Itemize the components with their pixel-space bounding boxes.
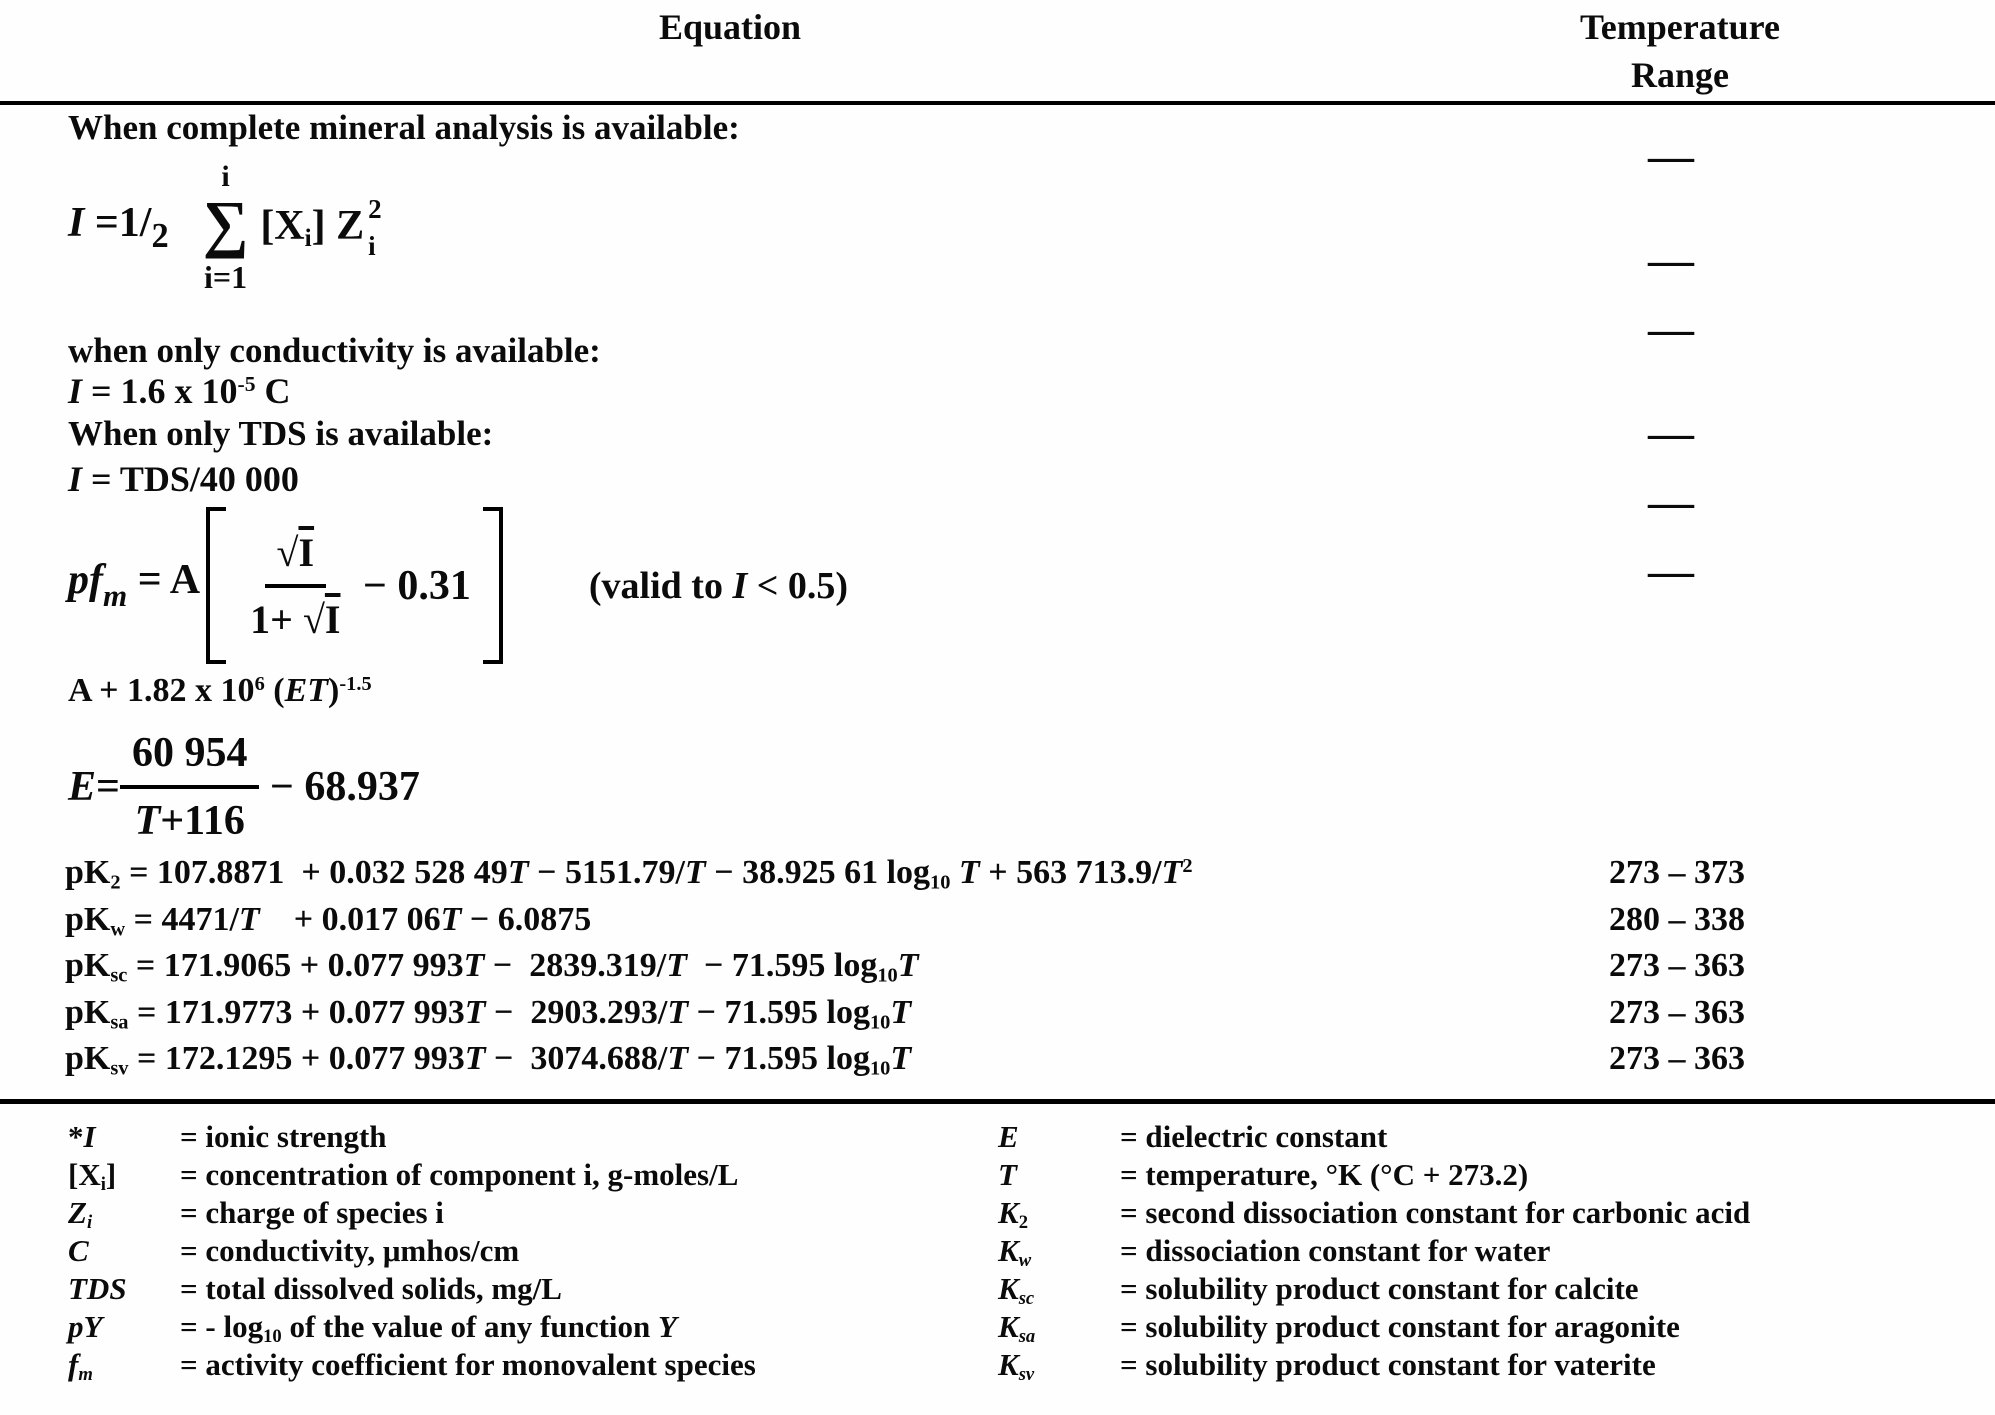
no-range-dash: — xyxy=(1648,476,1694,527)
z-subscript: i xyxy=(368,230,376,261)
equation-activity-coefficient xyxy=(68,503,848,668)
pfm-lead: $pf_m = A$ xyxy=(68,557,201,614)
pkw-equation-row: $pK_w = 4471/T$ + 0.017 06T − 6.0875 xyxy=(65,901,592,941)
footnote-row xyxy=(68,1196,948,1234)
z-exponent-stack xyxy=(368,193,382,261)
temperature-range-value: 273 – 363 xyxy=(1609,1040,1745,1077)
footnote-symbol: $K_2$ xyxy=(998,1195,1028,1234)
caption-tds: When only TDS is available: xyxy=(68,414,494,453)
footnote-symbol: E xyxy=(998,1119,1019,1154)
footnote-symbol: pY xyxy=(68,1309,103,1344)
header-divider-rule xyxy=(0,101,1995,105)
no-range-dash: — xyxy=(1648,130,1694,181)
footnote-symbol: $K_{sv}$ xyxy=(998,1347,1035,1386)
summation-upper-limit: i xyxy=(221,160,230,194)
validity-note: (valid to I < 0.5) xyxy=(588,564,849,607)
footnote-definition: = solubility product constant for vaterite xyxy=(1120,1347,1656,1382)
footnote-definition: = activity coefficient for monovalent species xyxy=(180,1347,756,1382)
fraction-denominator: 1+ √I xyxy=(250,596,341,642)
right-bracket xyxy=(483,507,503,664)
fraction-denominator: T+116 xyxy=(134,798,245,844)
equation-tds: I = TDS/40 000 xyxy=(68,459,299,499)
summation-symbol xyxy=(203,162,249,293)
temperature-range-value: 273 – 373 xyxy=(1609,854,1745,891)
pksv-equation-row: $pK_{sv} = 172.1295 + 0.077$ 993T − 3074.688/T − 71.595 $\log_{10}T$ xyxy=(65,1040,912,1080)
temperature-range-value: 273 – 363 xyxy=(1609,947,1745,984)
fraction-numerator: √I xyxy=(265,529,327,588)
ionic-sum-lead: $I =1/_2$ xyxy=(68,199,169,255)
footnote-row xyxy=(998,1234,1958,1272)
z-superscript: 2 xyxy=(368,193,382,224)
pksc-equation-row: $pK_{sc} = 171.9065 + 0.077$ 993T − 2839.319/T − 71.595 $\log_{10}T$ xyxy=(65,947,919,987)
footnote-definition: = total dissolved solids, mg/L xyxy=(180,1271,562,1306)
footnote-row xyxy=(998,1120,1958,1158)
footnote-definition: = solubility product constant for calcite xyxy=(1120,1271,1639,1306)
no-range-dash: — xyxy=(1648,407,1694,458)
footnote-symbol: $f_m$ xyxy=(68,1347,93,1386)
footnote-row xyxy=(998,1310,1958,1348)
temperature-column-header xyxy=(1515,4,1845,99)
temperature-header-line1: Temperature xyxy=(1580,7,1780,47)
footnote-row xyxy=(998,1196,1958,1234)
dielectric-tail: − 68.937 xyxy=(259,764,420,810)
footnotes-divider-rule xyxy=(0,1099,1995,1104)
no-range-dash: — xyxy=(1648,303,1694,354)
footnote-row xyxy=(998,1272,1958,1310)
summation-lower-limit: i=1 xyxy=(203,258,248,295)
footnote-definition: = ionic strength xyxy=(180,1119,387,1154)
footnote-symbol: $Z_i$ xyxy=(68,1195,93,1234)
footnotes-left-column xyxy=(68,1120,948,1386)
footnote-row xyxy=(68,1234,948,1272)
fraction-numerator: 60 954 xyxy=(120,729,260,789)
dielectric-fraction xyxy=(120,729,260,845)
equation-a-constant: A + 1.82 x $10^6$ (ET)$^{-1.5}$ xyxy=(68,672,372,709)
temperature-range-value: 273 – 363 xyxy=(1609,994,1745,1031)
footnote-symbol: $K_w$ xyxy=(998,1233,1032,1272)
footnote-symbol: $K_{sa}$ xyxy=(998,1309,1036,1348)
footnote-symbol: T xyxy=(998,1157,1017,1192)
footnote-row xyxy=(68,1310,948,1348)
pfm-constant-term: − 0.31 xyxy=(352,562,471,609)
no-range-dash: — xyxy=(1648,545,1694,596)
pksa-equation-row: $pK_{sa} = 171.9773 + 0.077$ 993T − 2903.293/T − 71.595 $\log_{10}T$ xyxy=(65,994,912,1034)
pk2-equation-row: $pK_2 = 107.8871 + 0.032$ 528 49T − 5151.79/T − 38.925 61 $\log_{10} T + 563$ $713.9/T^2$ xyxy=(65,854,1193,894)
footnote-symbol: $[X_i]$ xyxy=(68,1157,117,1196)
left-bracket xyxy=(206,507,226,664)
sigma-glyph: ∑ xyxy=(202,188,249,260)
caption-mineral-analysis: When complete mineral analysis is available: xyxy=(68,108,740,147)
footnote-row xyxy=(68,1272,948,1310)
temperature-header-line2: Range xyxy=(1631,54,1729,95)
footnote-definition: = second dissociation constant for carbonic acid xyxy=(1120,1195,1751,1230)
footnotes-right-column xyxy=(998,1120,1958,1386)
footnote-symbol: *I xyxy=(68,1119,96,1154)
equation-column-header: Equation xyxy=(658,7,802,47)
footnote-row xyxy=(998,1158,1958,1196)
footnote-definition: = solubility product constant for aragonite xyxy=(1120,1309,1680,1344)
equation-dielectric-constant xyxy=(68,722,420,852)
footnote-definition: = - $\log_{10}$ of the value of any function Y xyxy=(180,1309,677,1348)
equation-conductivity: I = 1.6 x $10^{-5}$ C xyxy=(68,371,291,411)
footnote-row xyxy=(68,1158,948,1196)
footnote-definition: = conductivity, μmhos/cm xyxy=(180,1233,520,1268)
footnote-definition: = concentration of component i, g-moles/L xyxy=(180,1157,739,1192)
dielectric-lead: E= xyxy=(68,764,120,810)
footnote-row xyxy=(998,1348,1958,1386)
footnote-row xyxy=(68,1348,948,1386)
footnote-row xyxy=(68,1120,948,1158)
footnote-symbol: TDS xyxy=(68,1271,127,1306)
temperature-range-value: 280 – 338 xyxy=(1609,901,1745,938)
footnote-definition: = dielectric constant xyxy=(1120,1119,1388,1154)
footnote-symbol: C xyxy=(68,1233,89,1268)
ionic-sum-term: $[X_i]$ Z xyxy=(260,202,365,253)
footnote-symbol: $K_{sc}$ xyxy=(998,1271,1035,1310)
footnote-definition: = charge of species i xyxy=(180,1195,444,1230)
footnote-definition: = dissociation constant for water xyxy=(1120,1233,1551,1268)
equation-ionic-strength-sum xyxy=(68,150,382,305)
caption-conductivity: when only conductivity is available: xyxy=(68,331,601,370)
no-range-dash: — xyxy=(1648,234,1694,285)
sqrt-fraction xyxy=(238,529,352,643)
footnote-definition: = temperature, °K (°C + 273.2) xyxy=(1120,1157,1529,1192)
